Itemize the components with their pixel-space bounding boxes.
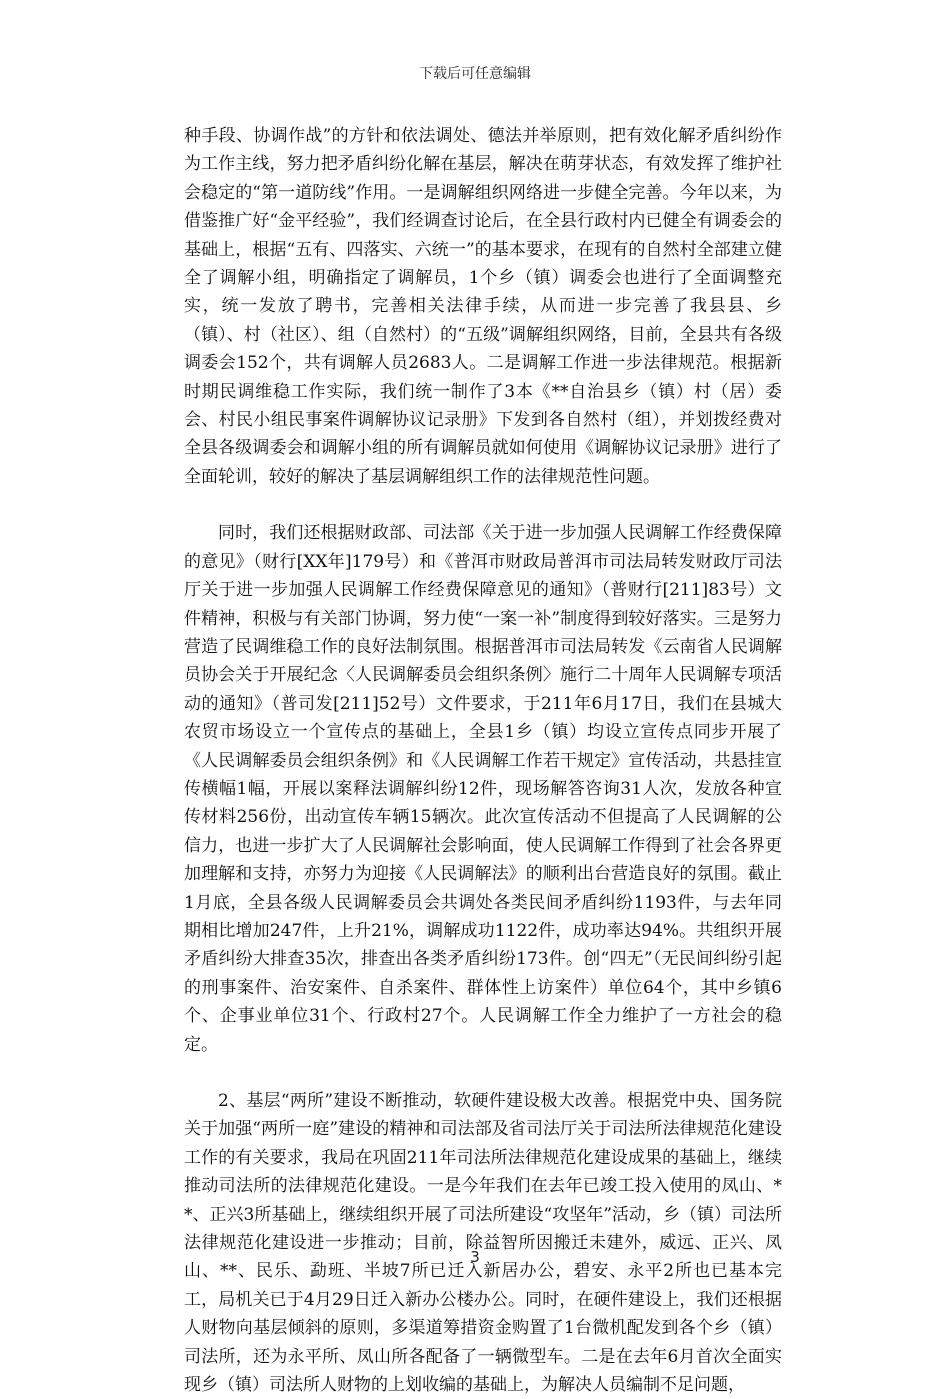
- header-note: 下载后可任意编辑: [419, 66, 531, 82]
- body-text: [184, 122, 782, 1399]
- paragraph-3: 2、基层“两所”建设不断推动，软硬件建设极大改善。根据党中央、国务院关于加强“两所一庭”建设的精神和司法部及省司法厅关于司法所法律规范化建设工作的有关要求，我局在巩固211年司法所法律规范化建设成果的基础上，继续推动司法所的法律规范化建设。一是今年我们在去年已竣工投入使用的凤山、**、正兴3所基础上，继续组织开展了司法所建设“攻坚年”活动，乡（镇）司法所法律规范化建设进一步推动；目前，除益智所因搬迁未建外，威远、正兴、凤山、**、民乐、勐班、半坡7所已迁入新居办公，碧安、永平2所也已基本完工，局机关已于4月29日迁入新办公楼办公。同时，在硬件建设上，我们还根据人财物向基层倾斜的原则，多渠道筹措资金购置了1台微机配发到各个乡（镇）司法所，还为永平所、凤山所各配备了一辆微型车。二是在去年6月首次全面实现乡（镇）司法所人财物的上划收编的基础上，为解决人员编制不足问题，: [184, 1091, 782, 1396]
- paragraph-2: 同时，我们还根据财政部、司法部《关于进一步加强人民调解工作经费保障的意见》（财行[XX年]179号）和《普洱市财政局普洱市司法局转发财政厅司法厅关于进一步加强人民调解工作经费保障意见的通知》（普财行[211]83号）文件精神，积极与有关部门协调，努力使“一案一补”制度得到较好落实。三是努力营造了民调维稳工作的良好法制氛围。根据普洱市司法局转发《云南省人民调解员协会关于开展纪念〈人民调解委员会组织条例〉施行二十周年人民调解专项活动的通知》（普司发[211]52号）文件要求，于211年6月17日，我们在县城大农贸市场设立一个宣传点的基础上，全县1乡（镇）均设立宣传点同步开展了《人民调解委员会组织条例》和《人民调解工作若干规定》宣传活动，共悬挂宣传横幅1幅，开展以案释法调解纠纷12件，现场解答咨询31人次，发放各种宣传材料256份，出动宣传车辆15辆次。此次宣传活动不但提高了人民调解的公信力，也进一步扩大了人民调解社会影响面，使人民调解工作得到了社会各界更加理解和支持，亦努力为迎接《人民调解法》的顺利出台营造良好的氛围。截止1月底，全县各级人民调解委员会共调处各类民间矛盾纠纷1193件，与去年同期相比增加247件，上升21%，调解成功1122件，成功率达94%。共组织开展矛盾纠纷大排查35次，排查出各类矛盾纠纷173件。创“四无”（无民间纠纷引起的刑事案件、治安案件、自杀案件、群体性上访案件）单位64个，其中乡镇6个、企事业单位31个、行政村27个。人民调解工作全力维护了一方社会的稳定。: [184, 523, 782, 1055]
- page-number: 3: [470, 1248, 480, 1266]
- paragraph-1: 种手段、协调作战”的方针和依法调处、德法并举原则，把有效化解矛盾纠纷作为工作主线，努力把矛盾纠纷化解在基层，解决在萌芽状态，有效发挥了维护社会稳定的“第一道防线”作用。一是调解组织网络进一步健全完善。今年以来，为借鉴推广好“金平经验”，我们经调查讨论后，在全县行政村内已健全有调委会的基础上，根据“五有、四落实、六统一”的基本要求，在现有的自然村全部建立健全了调解小组，明确指定了调解员，1个乡（镇）调委会也进行了全面调整充实，统一发放了聘书，完善相关法律手续，从而进一步完善了我县县、乡（镇）、村（社区）、组（自然村）的“五级”调解组织网络，目前，全县共有各级调委会152个，共有调解人员2683人。二是调解工作进一步法律规范。根据新时期民调维稳工作实际，我们统一制作了3本《**自治县乡（镇）村（居）委会、村民小组民事案件调解协议记录册》下发到各自然村（组），并划拨经费对全县各级调委会和调解小组的所有调解员就如何使用《调解协议记录册》进行了全面轮训，较好的解决了基层调解组织工作的法律规范性问题。: [184, 126, 782, 487]
